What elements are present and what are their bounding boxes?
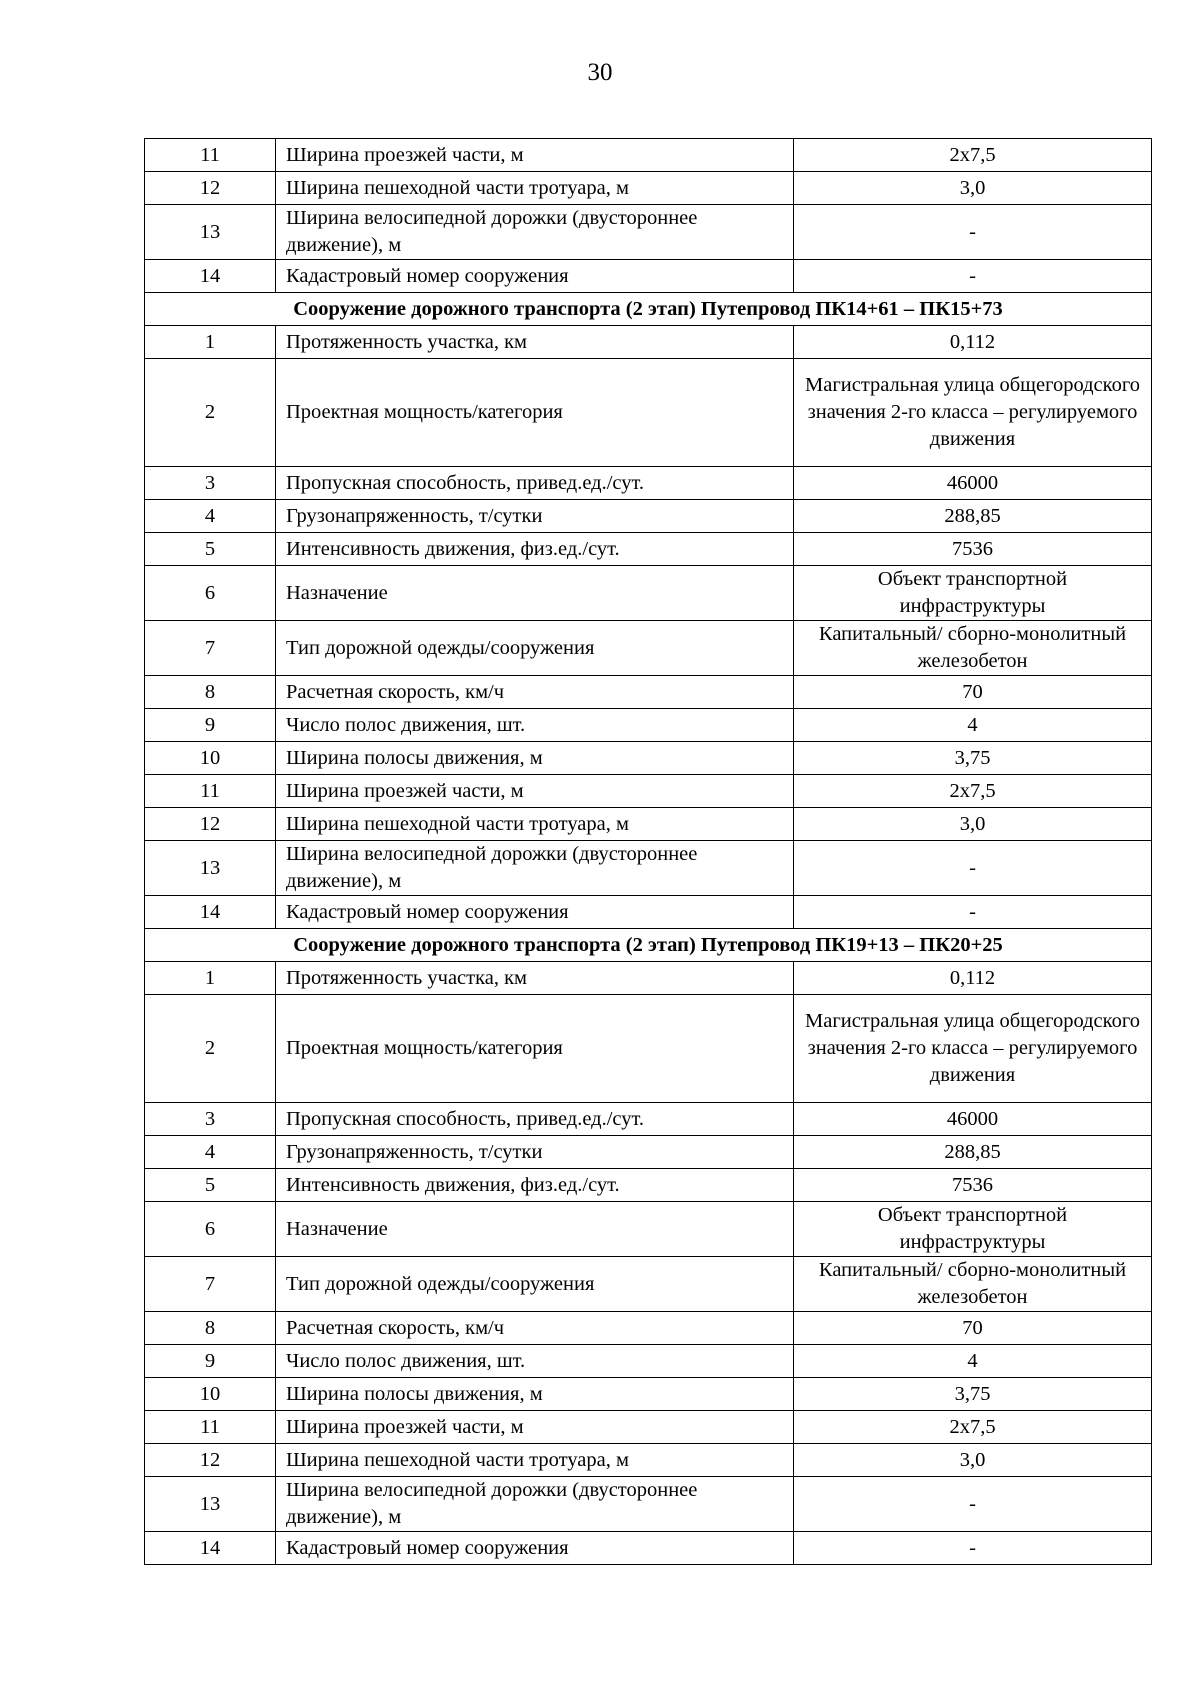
row-number: 4 [145, 500, 276, 533]
table-row [145, 1411, 1152, 1444]
row-number: 14 [145, 896, 276, 929]
row-number: 10 [145, 1378, 276, 1411]
row-number: 14 [145, 1532, 276, 1565]
row-number: 12 [145, 1444, 276, 1477]
parameter-name: Протяженность участка, км [276, 326, 794, 359]
parameter-value: 2х7,5 [794, 1411, 1152, 1444]
table-row [145, 566, 1152, 621]
table-row [145, 775, 1152, 808]
table-body [145, 139, 1152, 1565]
section-header-row [145, 293, 1152, 326]
parameter-value: 70 [794, 676, 1152, 709]
parameter-name: Назначение [276, 1202, 794, 1257]
table-row [145, 326, 1152, 359]
parameter-value: 0,112 [794, 962, 1152, 995]
parameter-value: 70 [794, 1312, 1152, 1345]
parameter-value: 3,0 [794, 172, 1152, 205]
table-row [145, 500, 1152, 533]
parameter-value: Капитальный/ сборно-монолитный железобетон [794, 621, 1152, 676]
parameter-value: 4 [794, 709, 1152, 742]
table-row [145, 1345, 1152, 1378]
parameter-value: Объект транспортной инфраструктуры [794, 1202, 1152, 1257]
page-number: 30 [587, 59, 613, 86]
parameter-name: Ширина полосы движения, м [276, 1378, 794, 1411]
table-row [145, 1444, 1152, 1477]
section-header-row [145, 929, 1152, 962]
row-number: 9 [145, 1345, 276, 1378]
parameter-value: 7536 [794, 533, 1152, 566]
table-row [145, 709, 1152, 742]
parameter-value: 288,85 [794, 500, 1152, 533]
parameter-value: - [794, 1532, 1152, 1565]
parameter-value: 46000 [794, 1103, 1152, 1136]
parameter-value: 288,85 [794, 1136, 1152, 1169]
table-row [145, 1477, 1152, 1532]
row-number: 1 [145, 962, 276, 995]
parameter-value: 3,0 [794, 808, 1152, 841]
table-row [145, 1378, 1152, 1411]
table-row [145, 139, 1152, 172]
parameter-value: Магистральная улица общегородского значения 2-го класса – регулируемого движения [794, 359, 1152, 467]
row-number: 9 [145, 709, 276, 742]
table-row [145, 676, 1152, 709]
parameter-name: Ширина проезжей части, м [276, 1411, 794, 1444]
parameter-value: 2х7,5 [794, 139, 1152, 172]
table-row [145, 621, 1152, 676]
row-number: 14 [145, 260, 276, 293]
parameter-name: Интенсивность движения, физ.ед./сут. [276, 1169, 794, 1202]
row-number: 8 [145, 676, 276, 709]
parameter-name: Протяженность участка, км [276, 962, 794, 995]
row-number: 4 [145, 1136, 276, 1169]
table-row [145, 995, 1152, 1103]
parameter-value: - [794, 896, 1152, 929]
parameter-name: Пропускная способность, привед.ед./сут. [276, 1103, 794, 1136]
row-number: 13 [145, 205, 276, 260]
parameter-name: Тип дорожной одежды/сооружения [276, 1257, 794, 1312]
parameter-name: Ширина пешеходной части тротуара, м [276, 1444, 794, 1477]
parameter-value: 0,112 [794, 326, 1152, 359]
parameter-value: 7536 [794, 1169, 1152, 1202]
row-number: 2 [145, 359, 276, 467]
parameter-value: Капитальный/ сборно-монолитный железобетон [794, 1257, 1152, 1312]
parameter-value: 46000 [794, 467, 1152, 500]
table-row [145, 1169, 1152, 1202]
parameter-name: Проектная мощность/категория [276, 359, 794, 467]
parameter-value: - [794, 1477, 1152, 1532]
row-number: 5 [145, 1169, 276, 1202]
parameter-value: 2х7,5 [794, 775, 1152, 808]
row-number: 7 [145, 621, 276, 676]
row-number: 7 [145, 1257, 276, 1312]
row-number: 5 [145, 533, 276, 566]
parameter-name: Грузонапряженность, т/сутки [276, 1136, 794, 1169]
parameter-name: Кадастровый номер сооружения [276, 1532, 794, 1565]
row-number: 3 [145, 467, 276, 500]
row-number: 12 [145, 172, 276, 205]
table-row [145, 896, 1152, 929]
parameter-name: Ширина пешеходной части тротуара, м [276, 172, 794, 205]
table-row [145, 1257, 1152, 1312]
parameter-name: Ширина велосипедной дорожки (двустороннее движение), м [276, 205, 794, 260]
parameter-value: 3,0 [794, 1444, 1152, 1477]
parameter-value: 3,75 [794, 742, 1152, 775]
parameter-name: Ширина велосипедной дорожки (двустороннее движение), м [276, 841, 794, 896]
parameter-name: Расчетная скорость, км/ч [276, 676, 794, 709]
table-row [145, 359, 1152, 467]
table-row [145, 260, 1152, 293]
parameter-name: Ширина проезжей части, м [276, 775, 794, 808]
table-row [145, 205, 1152, 260]
table-row [145, 1202, 1152, 1257]
parameter-name: Ширина полосы движения, м [276, 742, 794, 775]
parameter-name: Назначение [276, 566, 794, 621]
row-number: 11 [145, 775, 276, 808]
specification-table [144, 138, 1152, 1565]
parameter-name: Ширина велосипедной дорожки (двустороннее движение), м [276, 1477, 794, 1532]
parameter-name: Проектная мощность/категория [276, 995, 794, 1103]
row-number: 10 [145, 742, 276, 775]
parameter-name: Интенсивность движения, физ.ед./сут. [276, 533, 794, 566]
parameter-name: Кадастровый номер сооружения [276, 896, 794, 929]
parameter-name: Грузонапряженность, т/сутки [276, 500, 794, 533]
row-number: 11 [145, 139, 276, 172]
parameter-name: Тип дорожной одежды/сооружения [276, 621, 794, 676]
row-number: 12 [145, 808, 276, 841]
table-row [145, 808, 1152, 841]
row-number: 3 [145, 1103, 276, 1136]
parameter-value: 3,75 [794, 1378, 1152, 1411]
table-row [145, 1103, 1152, 1136]
table-row [145, 533, 1152, 566]
row-number: 13 [145, 1477, 276, 1532]
parameter-name: Расчетная скорость, км/ч [276, 1312, 794, 1345]
parameter-value: - [794, 260, 1152, 293]
table-row [145, 1136, 1152, 1169]
row-number: 13 [145, 841, 276, 896]
parameter-name: Число полос движения, шт. [276, 1345, 794, 1378]
row-number: 6 [145, 1202, 276, 1257]
parameter-name: Ширина проезжей части, м [276, 139, 794, 172]
table-row [145, 172, 1152, 205]
section-title: Сооружение дорожного транспорта (2 этап) Путепровод ПК19+13 – ПК20+25 [145, 929, 1152, 962]
row-number: 2 [145, 995, 276, 1103]
table-row [145, 742, 1152, 775]
table-row [145, 1532, 1152, 1565]
row-number: 6 [145, 566, 276, 621]
row-number: 11 [145, 1411, 276, 1444]
table-row [145, 962, 1152, 995]
parameter-name: Кадастровый номер сооружения [276, 260, 794, 293]
parameter-value: Объект транспортной инфраструктуры [794, 566, 1152, 621]
parameter-value: 4 [794, 1345, 1152, 1378]
parameter-value: - [794, 205, 1152, 260]
parameter-name: Число полос движения, шт. [276, 709, 794, 742]
table-row [145, 1312, 1152, 1345]
table-row [145, 467, 1152, 500]
row-number: 1 [145, 326, 276, 359]
row-number: 8 [145, 1312, 276, 1345]
table-row [145, 841, 1152, 896]
parameter-name: Ширина пешеходной части тротуара, м [276, 808, 794, 841]
parameter-name: Пропускная способность, привед.ед./сут. [276, 467, 794, 500]
parameter-value: Магистральная улица общегородского значения 2-го класса – регулируемого движения [794, 995, 1152, 1103]
parameter-value: - [794, 841, 1152, 896]
section-title: Сооружение дорожного транспорта (2 этап) Путепровод ПК14+61 – ПК15+73 [145, 293, 1152, 326]
